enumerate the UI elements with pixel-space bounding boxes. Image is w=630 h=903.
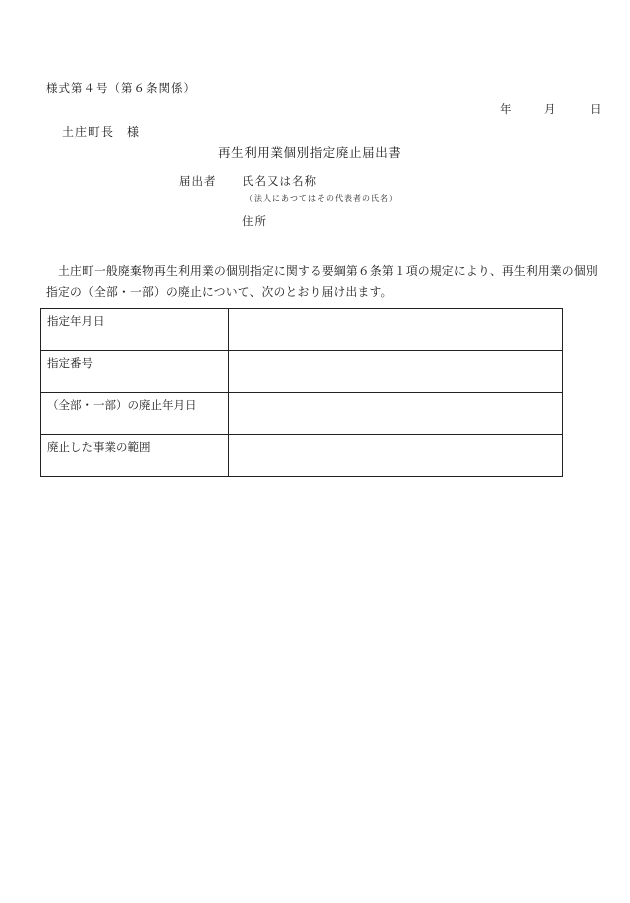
designation-date-label: 指定年月日 (41, 309, 229, 351)
name-note: （法人にあつてはその代表者の氏名） (245, 194, 398, 203)
applicant-label: 届出者 (179, 174, 217, 188)
table-row (41, 393, 563, 435)
abolition-date-label: （全部・一部）の廃止年月日 (41, 393, 229, 435)
table-row (41, 309, 563, 351)
table-row (41, 351, 563, 393)
abolished-scope-field[interactable] (229, 435, 563, 477)
name-label: 氏名又は名称 (242, 174, 317, 188)
designation-number-field[interactable] (229, 351, 563, 393)
date-month-label: 月 (544, 102, 556, 116)
address-label: 住所 (242, 214, 267, 228)
table-row (41, 435, 563, 477)
abolished-scope-label: 廃止した事業の範囲 (41, 435, 229, 477)
body-text: 土庄町一般廃棄物再生利用業の個別指定に関する要綱第６条第１項の規定により、再生利用業の個別指定の（全部・一部）の廃止について、次のとおり届け出ます。 (46, 264, 598, 299)
form-number: 様式第４号（第６条関係） (46, 81, 196, 95)
date-year-label: 年 (500, 102, 512, 116)
info-table (40, 308, 563, 477)
date-day-label: 日 (590, 102, 602, 116)
document-title: 再生利用業個別指定廃止届出書 (218, 145, 402, 160)
addressee: 土庄町長 様 (62, 125, 141, 139)
designation-number-label: 指定番号 (41, 351, 229, 393)
abolition-date-field[interactable] (229, 393, 563, 435)
designation-date-field[interactable] (229, 309, 563, 351)
date-line (500, 101, 602, 117)
